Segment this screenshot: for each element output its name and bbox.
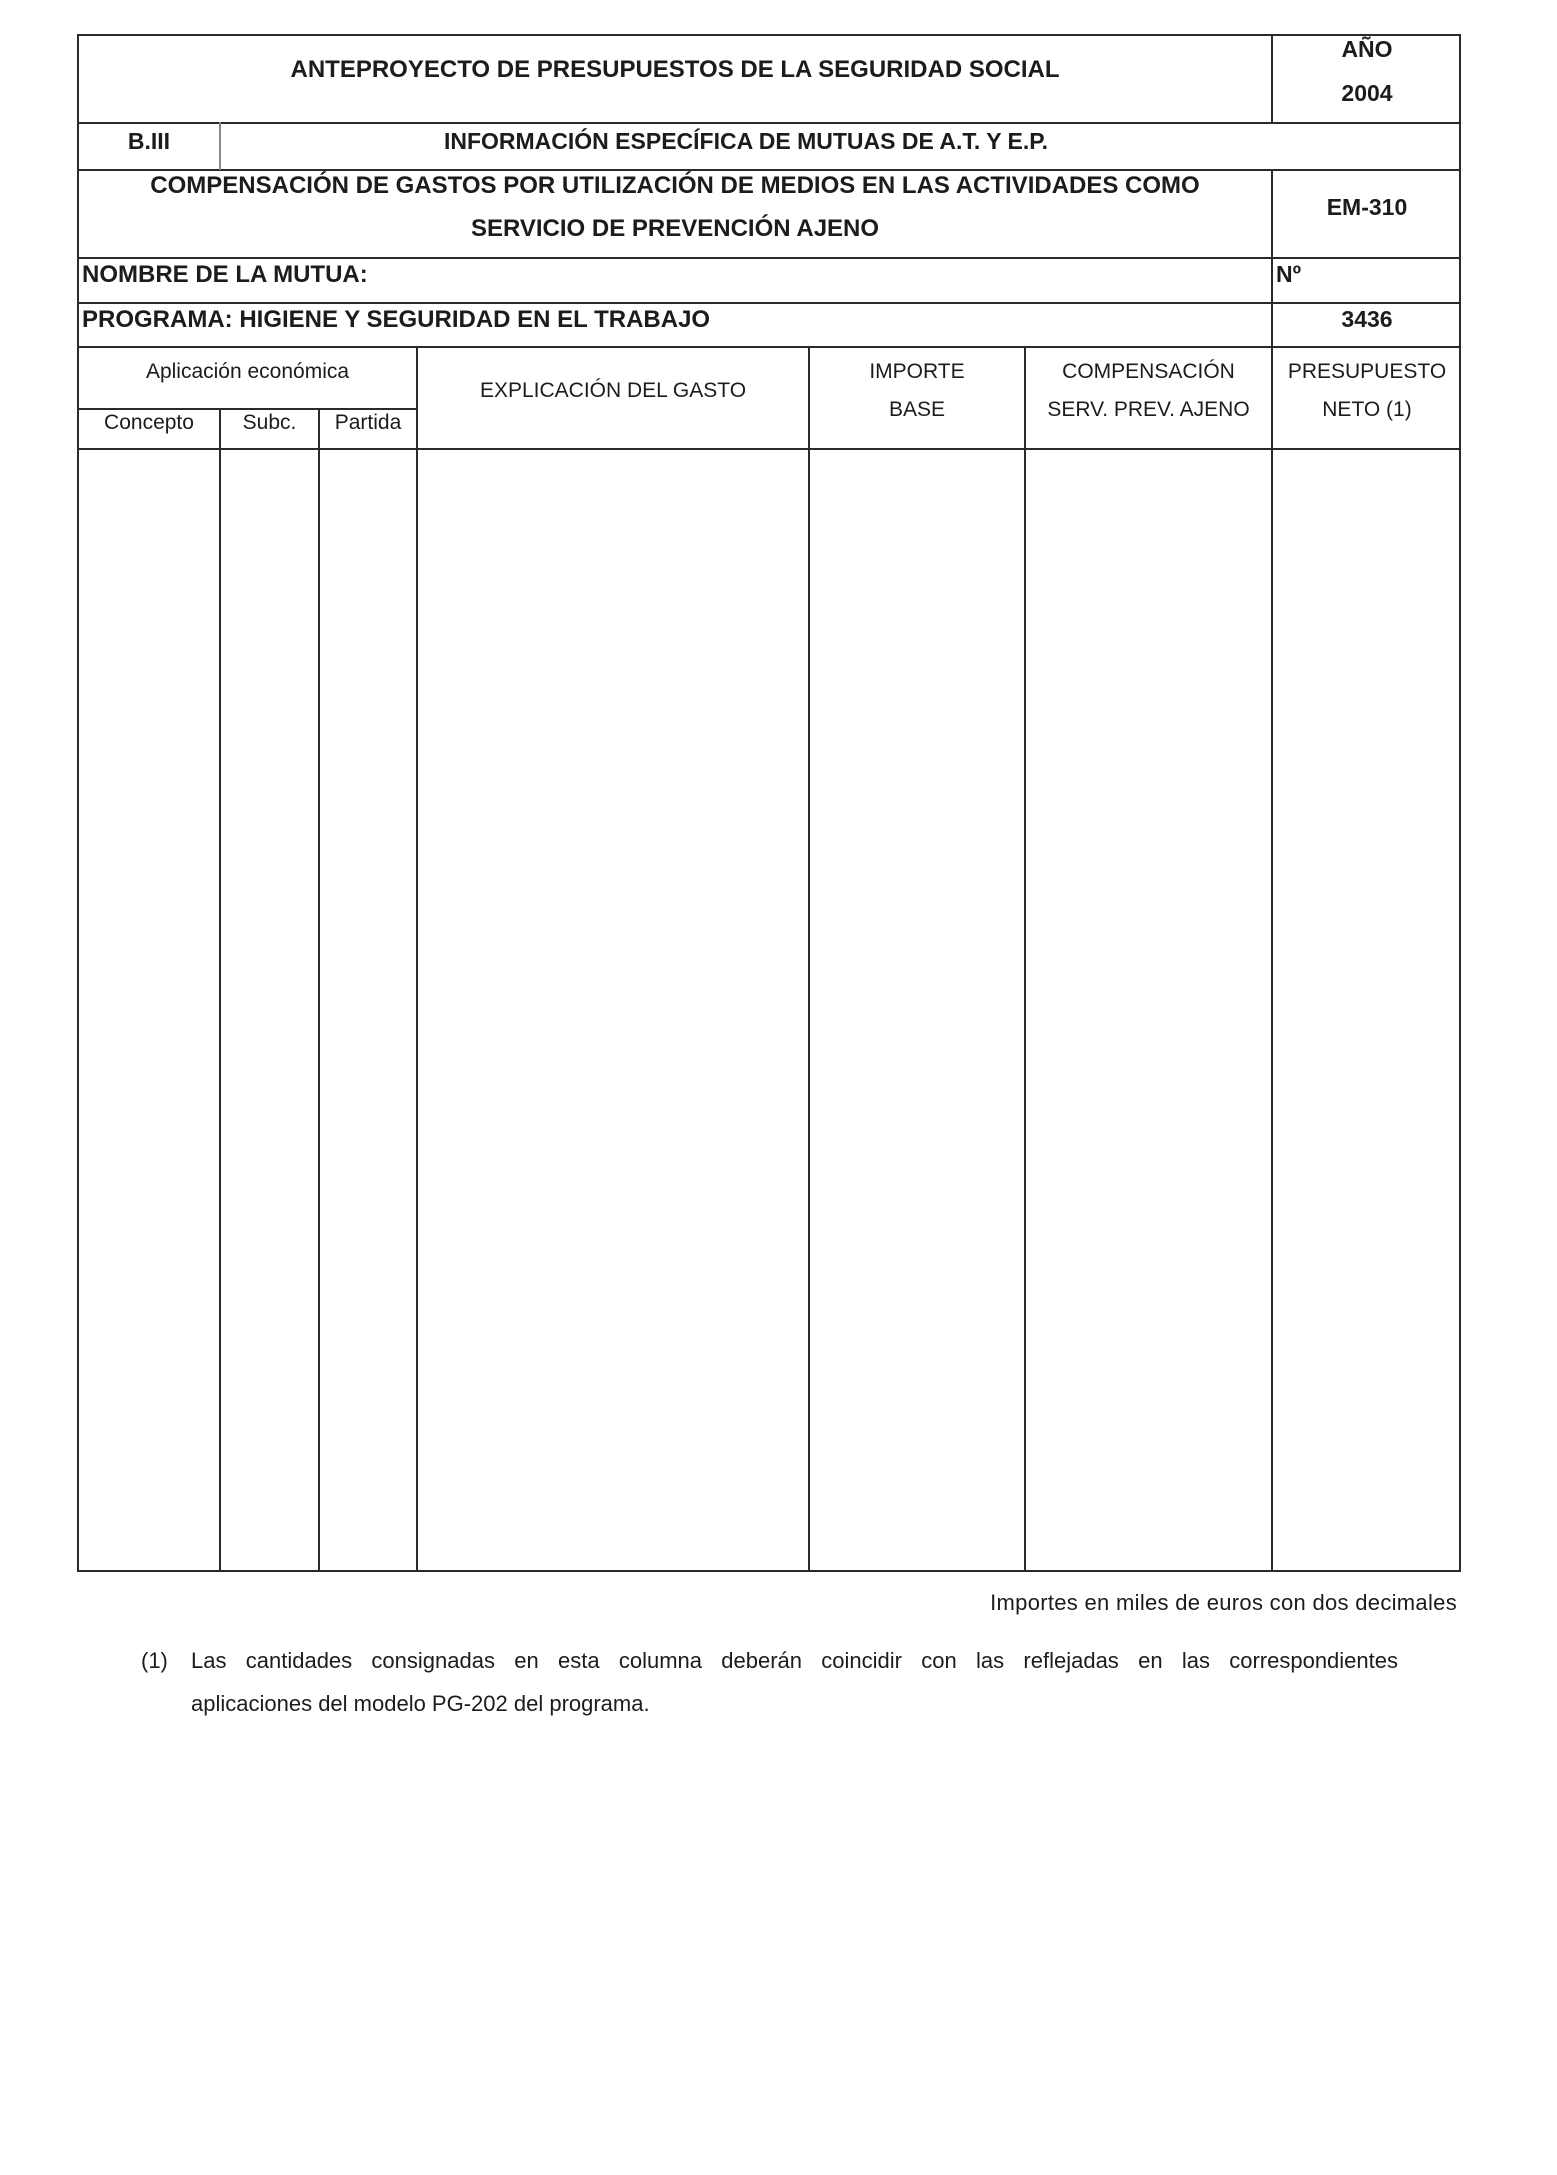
rule-after-column-headers	[77, 448, 1461, 450]
col-presupuesto-line-1: PRESUPUESTO	[1287, 360, 1447, 383]
form-code: EM-310	[1326, 194, 1408, 220]
col-explicacion: EXPLICACIÓN DEL GASTO	[479, 379, 747, 402]
rule-subc	[318, 408, 320, 1572]
program-label: PROGRAMA: HIGIENE Y SEGURIDAD EN EL TRABAJO	[82, 306, 711, 333]
footnote-marker: (1)	[141, 1648, 168, 1673]
rule-after-title	[77, 122, 1461, 124]
rule-after-mutua	[77, 302, 1461, 304]
program-code: 3436	[1341, 306, 1393, 332]
rule-concepto	[219, 408, 221, 1572]
col-group-aplicacion: Aplicación económica	[145, 360, 350, 383]
col-concepto: Concepto	[104, 411, 194, 434]
rule-partida	[416, 346, 418, 1572]
form-title-line-1: COMPENSACIÓN DE GASTOS POR UTILIZACIÓN DE MEDIOS EN LAS ACTIVIDADES COMO	[150, 172, 1200, 199]
col-importe-line-2: BASE	[888, 398, 946, 421]
form-main-title: ANTEPROYECTO DE PRESUPUESTOS DE LA SEGURIDAD SOCIAL	[290, 56, 1060, 83]
rule-importe	[1024, 346, 1026, 1572]
rule-subheader	[77, 408, 417, 410]
form-title-line-2: SERVICIO DE PREVENCIÓN AJENO	[470, 215, 880, 242]
rule-after-section	[77, 169, 1461, 171]
mutua-label: NOMBRE DE LA MUTUA:	[82, 261, 368, 288]
footnote-line-1: Las cantidades consignadas en esta columna deberán coincidir con las reflejadas en las correspondientes	[191, 1648, 1398, 1673]
year-label: AÑO	[1341, 36, 1393, 62]
footnote-line-2: aplicaciones del modelo PG-202 del programa.	[191, 1691, 650, 1716]
col-presupuesto-line-2: NETO (1)	[1322, 398, 1412, 421]
col-compensacion-line-2: SERV. PREV. AJENO	[1047, 398, 1250, 421]
rule-compensacion	[1271, 346, 1273, 1572]
rule-explicacion	[808, 346, 810, 1572]
units-note: Importes en miles de euros con dos decimales	[990, 1590, 1457, 1615]
number-label: Nº	[1276, 261, 1302, 287]
col-compensacion-line-1: COMPENSACIÓN	[1062, 360, 1235, 383]
col-subc: Subc.	[242, 411, 297, 434]
col-importe-line-1: IMPORTE	[869, 360, 965, 383]
year-value: 2004	[1341, 80, 1393, 106]
section-title: INFORMACIÓN ESPECÍFICA DE MUTUAS DE A.T. Y E.P.	[443, 128, 1049, 154]
col-partida: Partida	[334, 411, 402, 434]
section-code: B.III	[127, 128, 171, 154]
rule-after-program	[77, 346, 1461, 348]
rule-after-form-title	[77, 257, 1461, 259]
